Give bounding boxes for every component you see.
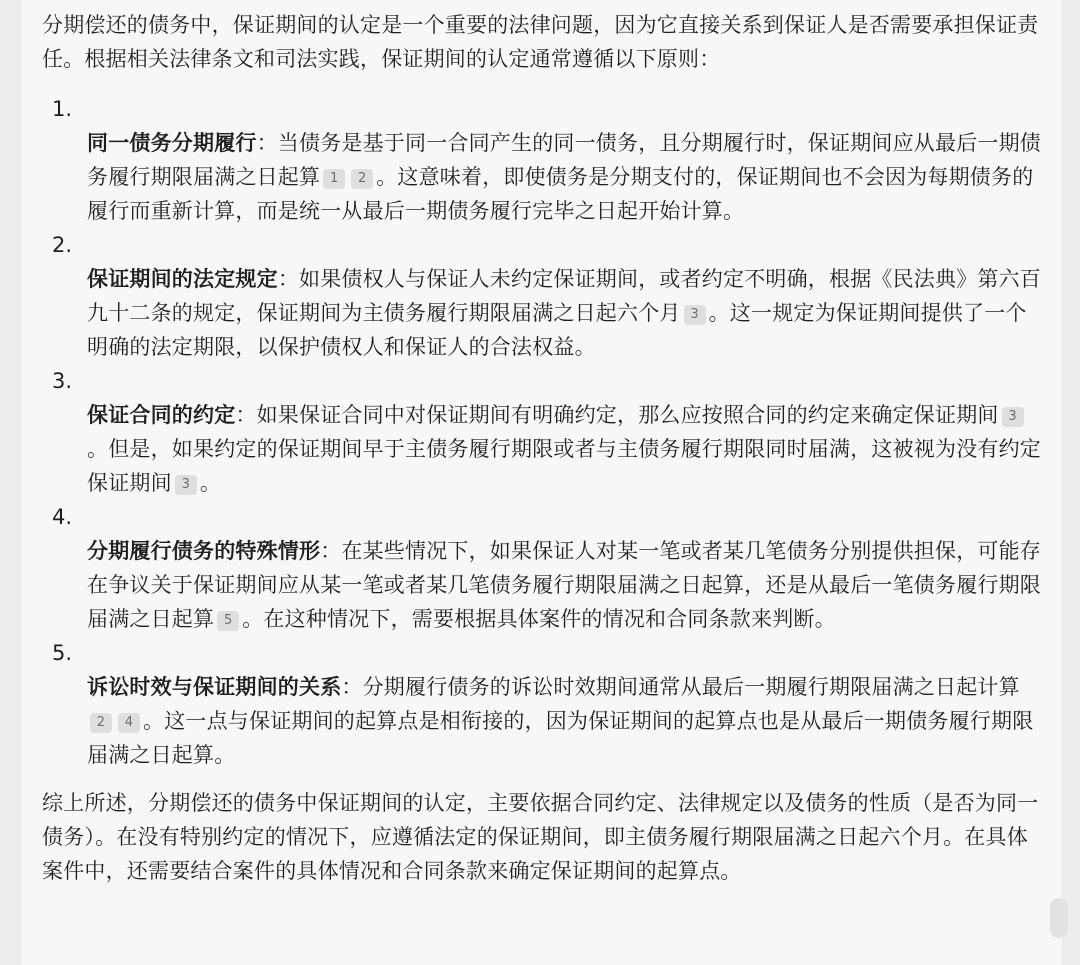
summary-paragraph: 综上所述，分期偿还的债务中保证期间的认定，主要依据合同约定、法律规定以及债务的性质（是否为同一债务）。在没有特别约定的情况下，应遵循法定的保证期间，即主债务履行期限届满之日起六个月。在具体案件中，还需要结合案件的具体情况和合同条款来确定保证期间的起算点。 [42, 791, 1039, 883]
list-item-body [42, 126, 1042, 228]
answer-content [42, 8, 1042, 888]
scroll-handle[interactable] [1050, 898, 1068, 938]
list-item-text: ：在某些情况下，如果保证人对某一笔或者某几笔债务分别提供担保，可能存在争议关于保证期间应从某一笔或者某几笔债务履行期限届满之日起算，还是从最后一笔债务履行期限届满之日起算 [87, 539, 1041, 631]
list-item-title: 分期履行债务的特殊情形 [87, 539, 321, 563]
answer-panel [22, 0, 1062, 965]
list-item-title: 保证期间的法定规定 [87, 267, 278, 291]
list-item-text: ：如果保证合同中对保证期间有明确约定，那么应按照合同的约定来确定保证期间 [235, 403, 999, 427]
list-item [42, 364, 1042, 500]
principles-list [42, 92, 1042, 772]
list-item-body [42, 398, 1042, 500]
list-item-number: 5. [52, 641, 73, 665]
list-item-body [42, 534, 1042, 636]
list-item-text: 。这意味着，即使债务是分期支付的，保证期间也不会因为每期债务的履行而重新计算，而是统一从最后一期债务履行完毕之日起开始计算。 [87, 165, 1034, 223]
list-item [42, 636, 1042, 772]
list-item-text: ：当债务是基于同一合同产生的同一债务，且分期履行时，保证期间应从最后一期债务履行期限届满之日起算 [87, 131, 1042, 189]
list-item-body [42, 262, 1042, 364]
list-item-text: ：如果债权人与保证人未约定保证期间，或者约定不明确，根据《民法典》第六百九十二条的规定，保证期间为主债务履行期限届满之日起六个月 [87, 267, 1042, 325]
list-item-title: 保证合同的约定 [87, 403, 236, 427]
citation-badge[interactable]: 3 [684, 305, 706, 325]
list-item-number: 3. [52, 369, 73, 393]
list-item-text: 。但是，如果约定的保证期间早于主债务履行期限或者与主债务履行期限同时届满，这被视为没有约定保证期间 [87, 437, 1041, 495]
list-item-text: 。在这种情况下，需要根据具体案件的情况和合同条款来判断。 [242, 607, 836, 631]
list-item-text: 。 [199, 471, 222, 495]
citation-badge[interactable]: 5 [217, 611, 239, 631]
list-item-text: 。这一规定为保证期间提供了一个明确的法定期限，以保护债权人和保证人的合法权益。 [87, 301, 1027, 359]
citation-badge[interactable]: 4 [118, 713, 140, 733]
list-item [42, 92, 1042, 228]
list-item-number: 2. [52, 233, 73, 257]
citation-badge[interactable]: 1 [323, 169, 345, 189]
list-item-number: 4. [52, 505, 73, 529]
list-item-title: 同一债务分期履行 [87, 131, 257, 155]
citation-badge[interactable]: 3 [175, 475, 197, 495]
citation-badge[interactable]: 2 [351, 169, 373, 189]
list-item-text: ：分期履行债务的诉讼时效期间通常从最后一期履行期限届满之日起计算 [341, 675, 1020, 699]
list-item [42, 228, 1042, 364]
citation-badge[interactable]: 2 [90, 713, 112, 733]
citation-badge[interactable]: 3 [1002, 407, 1024, 427]
list-item [42, 500, 1042, 636]
list-item-body [42, 670, 1042, 772]
list-item-number: 1. [52, 97, 73, 121]
list-item-title: 诉讼时效与保证期间的关系 [87, 675, 342, 699]
intro-paragraph: 分期偿还的债务中，保证期间的认定是一个重要的法律问题，因为它直接关系到保证人是否需要承担保证责任。根据相关法律条文和司法实践，保证期间的认定通常遵循以下原则： [42, 13, 1039, 71]
list-item-text: 。这一点与保证期间的起算点是相衔接的，因为保证期间的起算点也是从最后一期债务履行期限届满之日起算。 [87, 709, 1034, 767]
